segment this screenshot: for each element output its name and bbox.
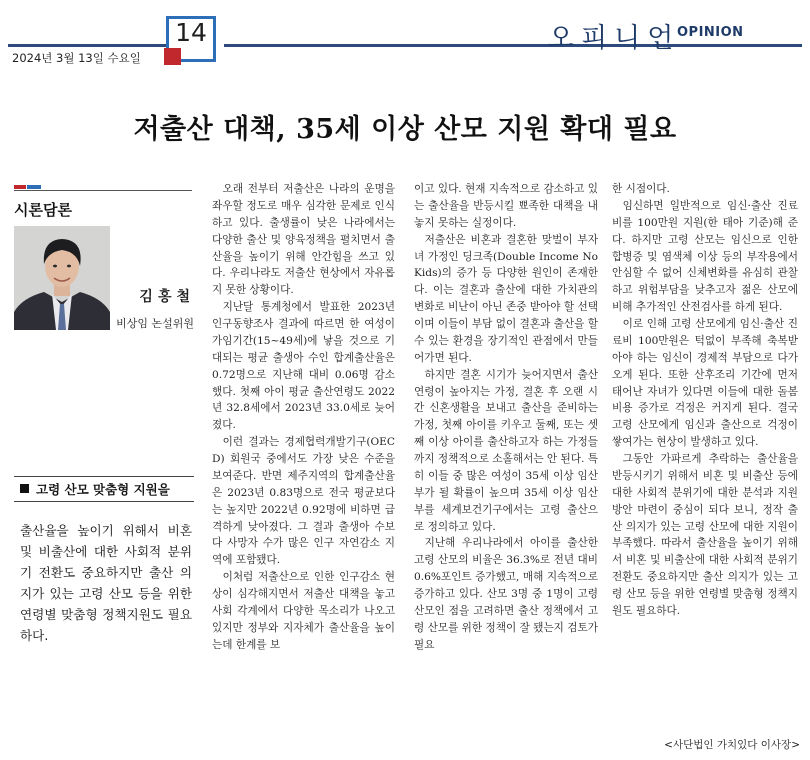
issue-date: 2024년 3월 13일 수요일	[12, 51, 141, 65]
column-rule	[14, 190, 192, 191]
article-headline: 저출산 대책, 35세 이상 산모 지원 확대 필요	[133, 114, 677, 145]
body-paragraph: 이처럼 저출산으로 인한 인구감소 현상이 심각해지면서 저출산 대책을 놓고 사회 각계에서 다양한 목소리가 나오고 있지만 정부와 지자체가 출산율을 높이는데 한계를 보	[212, 571, 395, 651]
body-paragraph: 이고 있다. 현재 지속적으로 감소하고 있는 출산율을 반등시킬 뾰족한 대책을 내놓지 못하는 실정이다.	[414, 183, 598, 229]
body-paragraph: 오래 전부터 저출산은 나라의 운명을 좌우할 정도로 매우 심각한 문제로 인식하고 있다. 출생률이 낮은 나라에서는 다양한 출산 및 양육정책을 펼치면서 출산율을 높이기 위해 안간힘을 쓰고 있다. 우리나라도 저출산 현상에서 자유롭지 못한 상황이다.	[212, 183, 395, 297]
article-summary: 출산율을 높이기 위해서 비혼 및 비출산에 대한 사회적 분위기 전환도 중요하지만 출산 의지가 있는 고령 산모 등을 위한 연령별 맞춤형 정책지원도 필요하다.	[20, 523, 192, 644]
body-paragraph: 지난해 우리나라에서 아이를 출산한 고령 산모의 비율은 36.3%로 전년 대비 0.6%포인트 증가했고, 매해 지속적으로 증가하고 있다. 산모 3명 중 1명이 고령 산모인 점을 고려하면 출산 정책에서 고령 산모를 위한 정책이 잘 됐는지 검토가 필요	[414, 537, 598, 651]
author-byline: <사단법인 가치있다 이사장>	[664, 739, 800, 751]
body-paragraph: 한 시점이다.	[612, 183, 670, 195]
header-rule-left	[8, 44, 166, 47]
column-accent-red	[14, 185, 26, 189]
square-bullet-icon	[20, 484, 29, 493]
author-photo	[14, 226, 110, 330]
column-title: 시론담론	[14, 201, 72, 219]
body-paragraph: 그동안 가파르게 추락하는 출산율을 반등시키기 위해서 비혼 및 비출산 등에 대한 사회적 분위기에 대한 분석과 지원방안 마련이 중심이 되다 보니, 정작 출산 의지가 있는 고령 산모에 대한 지원이 부족했다. 따라서 출산율을 높이기 위해서 비혼 및 비출산에 대한 사회적 분위기 전환도 중요하지만 출산 의지가 있는 고령 산모 등을 위한 연령별 맞춤형 정책지원도 필요하다.	[612, 453, 798, 617]
column-accent-blue	[27, 185, 41, 189]
body-paragraph: 하지만 결혼 시기가 늦어지면서 출산연령이 높아지는 가정, 결혼 후 오랜 시간 신혼생활을 보내고 출산을 준비하는 가정, 첫째 아이를 키우고 둘째, 또는 셋째 이상 아이를 출산하고자 하는 가정들까지 정책적으로 소홀해서는 안 된다. 특히 이들 중 많은 여성이 35세 이상 임산부가 될 확률이 높으며 35세 이상 임산부를 세계보건기구에서는 고령 출산으로 정의하고 있다.	[414, 368, 598, 533]
body-column-1	[212, 181, 395, 751]
subheading-rule-top	[14, 476, 194, 477]
header-rule-right	[224, 44, 802, 47]
body-paragraph: 임신하면 일반적으로 임신·출산 진료비를 100만원 지원(한 태아 기준)해 준다. 하지만 고령 산모는 임신으로 인한 합병증 및 염색체 이상 등의 부작용에서 안심할 수 없어 신체변화를 유심히 관찰하고 위험부담을 낮추고자 젊은 산모에 비해 추가적인 산전검사를 하게 된다.	[612, 199, 798, 314]
body-column-2	[414, 181, 598, 751]
subheading: 고령 산모 맞춤형 지원을	[36, 482, 170, 497]
subheading-rule-bottom	[14, 501, 194, 502]
section-title-korean: 오피니언	[548, 23, 681, 54]
body-paragraph: 지난달 통계청에서 발표한 2023년 인구동향조사 결과에 따르면 한 여성이 가임기간(15~49세)에 낳을 것으로 기대되는 평균 출생아 수인 합계출산율은 0.72명으로 지난해 대비 0.06명 감소했다. 첫째 아이 평균 출산연령도 2022년 32.8세에서 2023년 33.0세로 늦어졌다.	[212, 301, 395, 432]
page-number: 14	[175, 18, 207, 47]
author-portrait-icon	[14, 226, 110, 330]
section-title-english: OPINION	[677, 25, 744, 40]
body-column-3	[612, 181, 798, 751]
body-paragraph: 이로 인해 고령 산모에게 임신·출산 진료비 100만원은 턱없이 부족해 축복받아야 하는 임신이 경제적 부담으로 다가오게 된다. 또한 산후조리 기간에 먼저 태어난 자녀가 있다면 이들에 대한 돌봄비용 증가로 걱정은 커지게 된다. 결국 고령 산모에게 임신과 출산으로 걱정이 쌓여가는 현상이 발생하고 있다.	[612, 318, 798, 449]
body-paragraph: 저출산은 비혼과 결혼한 맞벌이 부자녀 가정인 딩크족(Double Income No Kids)의 증가 등 다양한 원인이 존재한다. 이는 결혼과 출산에 대한 가치관의 변화로 비난이 아닌 존중 받아야 할 선택이며 이들이 부담 없이 결혼과 출산을 할 수 있는 환경을 장기적인 관점에서 만들어가면 된다.	[414, 233, 598, 364]
body-paragraph: 이런 결과는 경제협력개발기구(OECD) 회원국 중에서도 가장 낮은 수준을 보여준다. 반면 제주지역의 합계출산율은 2023년 0.83명으로 전국 평균보다는 높지만 2022년 0.92명에 비하면 급격하게 낮아졌다. 그 결과 출생아 수보다 사망자 수가 많은 인구 자연감소 지역에 포함됐다.	[212, 436, 395, 567]
author-title: 비상임 논설위원	[116, 317, 194, 330]
author-name: 김홍철	[139, 289, 195, 305]
page-accent-square	[164, 48, 181, 65]
